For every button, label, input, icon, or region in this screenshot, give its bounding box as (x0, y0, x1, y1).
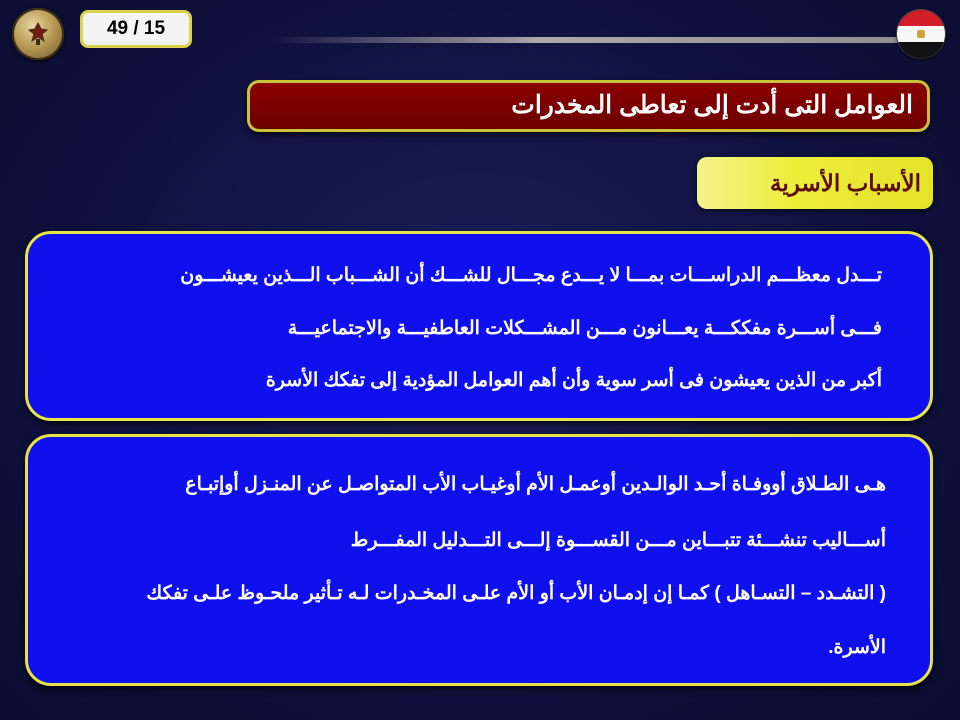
emblem-symbol (26, 21, 50, 47)
slide-title: العوامل التى أدت إلى تعاطى المخدرات (247, 80, 930, 132)
panel2-line: هـى الطـلاق أووفـاة أحـد الوالـدين أوعمـل الأم أوغيـاب الأب المتواصـل عن المنـزل أوإتبـاع (185, 474, 886, 495)
flag-red-stripe (897, 10, 945, 26)
egypt-flag-icon (897, 10, 945, 58)
text-panel-family-causes (25, 434, 933, 686)
page-counter: 49 / 15 (80, 10, 192, 48)
flag-eagle (917, 30, 925, 38)
panel2-line: ( التشـدد – التسـاهل ) كمـا إن إدمـان الأب أو الأم علـى المخـدرات لـه تـأثير ملحـوظ علـى تفكك (146, 583, 886, 604)
panel1-line: أكبر من الذين يعيشون فى أسر سوية وأن أهم العوامل المؤدية إلى تفكك الأسرة (265, 370, 882, 391)
flag-white-stripe (897, 26, 945, 42)
emblem-icon (12, 8, 64, 60)
panel2-line: أســـاليب تنشـــئة تتبـــاين مـــن القســـوة إلـــى التـــدليل المفـــرط (350, 530, 886, 551)
header-divider (270, 37, 944, 43)
panel1-line: تـــدل معظـــم الدراســـات بمـــا لا يـــدع مجـــال للشـــك أن الشـــباب الـــذين يعيشـــون (180, 265, 882, 286)
flag-black-stripe (897, 42, 945, 58)
text-panel-family-studies (25, 231, 933, 421)
section-subheading: الأسباب الأسرية (697, 157, 933, 209)
panel1-line: فـــى أســـرة مفككـــة يعـــانون مـــن المشـــكلات العاطفيـــة والاجتماعيـــة (287, 318, 882, 339)
panel2-line: الأسرة. (828, 637, 886, 658)
